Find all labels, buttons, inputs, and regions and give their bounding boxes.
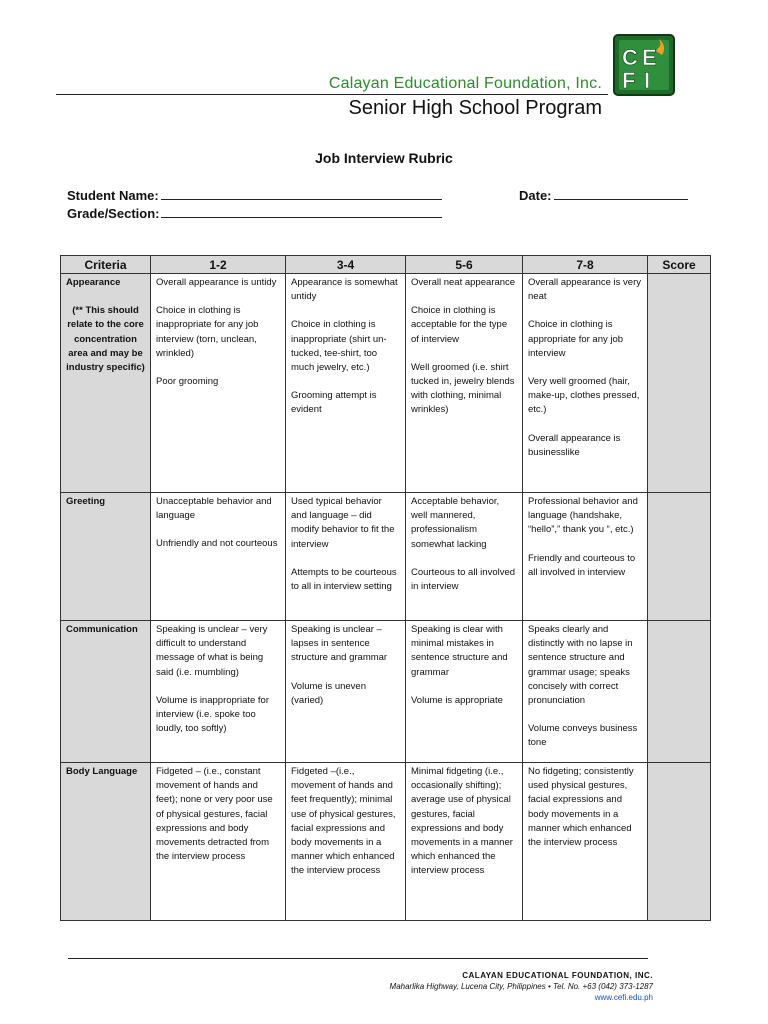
rubric-cell [406,274,523,493]
rubric-cell [151,274,286,493]
svg-text:I: I [644,68,651,93]
descriptor: Speaking is unclear – lapses in sentence structure and grammar [291,624,388,664]
descriptor: Appearance is somewhat untidy [291,277,398,303]
descriptor: Overall neat appearance [411,277,516,288]
organization-name: Calayan Educational Foundation, Inc. [328,75,602,92]
table-row [61,493,711,621]
rubric-cell [286,621,406,763]
rubric-cell [286,493,406,621]
criteria-cell [61,763,151,921]
date-label: Date: [519,188,552,203]
table-row [61,274,711,493]
descriptor: Used typical behavior and language – did modify behavior to fit the interview [291,496,395,550]
score-cell[interactable] [648,621,711,763]
footer-website-link[interactable]: www.cefi.edu.ph [594,993,653,1002]
rubric-cell [406,621,523,763]
descriptor: No fidgeting; consistently used physical gestures, facial expressions and body movements in a manner which enhanced the interview process [528,766,634,849]
footer-divider [68,958,648,959]
criteria-label: Greeting [66,496,106,507]
descriptor: Professional behavior and language (handshake, “hello”,” thank you “, etc.) [528,496,638,536]
column-header: 3-4 [286,256,406,274]
footer-address: Maharlika Highway, Lucena City, Philippines • Tel. No. +63 (042) 373-1287 [389,982,653,991]
descriptor: Unacceptable behavior and language [156,496,272,522]
grade-section-field [67,205,442,221]
descriptor: Overall appearance is very neat [528,277,641,303]
grade-section-label: Grade/Section: [67,206,160,221]
descriptor: Volume is uneven (varied) [291,680,366,706]
descriptor: Fidgeted – (i.e., constant movement of hands and feet); none or very poor use of physical gestures, facial expressions and body movements detracted from the interview process [156,766,273,863]
descriptor: Attempts to be courteous to all in interview setting [291,566,397,593]
descriptor: Volume is inappropriate for interview (i.e. spoke too loudly, too softly) [156,694,270,735]
table-header-row [61,256,711,274]
rubric-cell [523,493,648,621]
descriptor: Choice in clothing is inappropriate for any job interview (torn, unclean, wrinkled) [156,305,259,359]
program-name: Senior High School Program [348,97,602,119]
column-header: 5-6 [406,256,523,274]
student-name-blank [161,187,442,200]
grade-section-blank [161,205,442,218]
date-blank [554,187,688,200]
descriptor: Very well groomed (hair, make-up, clothes pressed, etc.) [528,376,640,416]
document-title: Job Interview Rubric [315,150,453,166]
descriptor: Volume is appropriate [411,694,503,706]
rubric-cell [151,493,286,621]
criteria-label: Body Language [66,766,138,777]
descriptor: Choice in clothing is inappropriate (shirt un-tucked, tee-shirt, too much jewelry, etc.) [291,319,387,374]
criteria-cell [61,621,151,763]
descriptor: Acceptable behavior, well mannered, professionalism somewhat lacking [411,496,500,550]
descriptor: Minimal fidgeting (i.e., occasionally shifting); average use of physical gestures, facial expressions and body movements in a manner which enhanced the interview process [411,766,513,877]
rubric-cell [406,763,523,921]
descriptor: Speaking is clear with minimal mistakes in sentence structure and grammar [411,624,508,678]
descriptor: Speaking is unclear – very difficult to understand message of what is being said (i.e. mumbling) [156,624,268,678]
descriptor: Volume conveys business tone [528,723,638,749]
descriptor: Overall appearance is businesslike [528,432,621,458]
descriptor: Well groomed (i.e. shirt tucked in, jewelry blends with clothing, minimal wrinkles) [411,361,515,416]
score-cell[interactable] [648,274,711,493]
descriptor: Choice in clothing is acceptable for the type of interview [411,305,508,345]
rubric-cell [523,763,648,921]
rubric-table [60,255,711,921]
table-row [61,621,711,763]
date-field [519,187,688,203]
descriptor: Friendly and courteous to all involved in interview [528,552,636,578]
criteria-cell [61,274,151,493]
table-row [61,763,711,921]
descriptor: Fidgeted –(i.e., movement of hands and feet frequently); minimal use of physical gestures, facial expressions and body movements in a manner which enhanced the interview process [291,766,396,877]
rubric-cell [151,621,286,763]
descriptor: Unfriendly and not courteous [156,538,278,550]
column-header: 7-8 [523,256,648,274]
header-divider [56,94,608,95]
column-header: 1-2 [151,256,286,274]
rubric-cell [151,763,286,921]
criteria-label: Appearance [66,277,121,288]
criteria-note: (** This should relate to the core concentration area and may be industry specific) [66,305,145,374]
descriptor: Grooming attempt is evident [291,390,377,416]
student-name-field [67,187,442,203]
rubric-cell [406,493,523,621]
descriptor: Choice in clothing is appropriate for any job interview [528,319,624,359]
criteria-cell [61,493,151,621]
rubric-cell [523,274,648,493]
school-logo [612,33,676,97]
rubric-cell [523,621,648,763]
svg-text:C: C [622,45,638,70]
footer-organization: CALAYAN EDUCATIONAL FOUNDATION, INC. [462,971,653,980]
column-header: Criteria [61,256,151,274]
rubric-cell [286,274,406,493]
column-header: Score [648,256,711,274]
svg-text:E: E [642,45,657,70]
descriptor: Courteous to all involved in interview [411,566,516,593]
score-cell[interactable] [648,493,711,621]
descriptor: Speaks clearly and distinctly with no lapse in sentence structure and grammar usage; speaks concisely with correct pronunciation [528,624,633,707]
descriptor: Overall appearance is untidy [156,277,277,288]
criteria-label: Communication [66,624,138,635]
score-cell[interactable] [648,763,711,921]
student-name-label: Student Name: [67,188,159,203]
svg-text:F: F [622,68,636,93]
rubric-cell [286,763,406,921]
descriptor: Poor grooming [156,376,219,388]
